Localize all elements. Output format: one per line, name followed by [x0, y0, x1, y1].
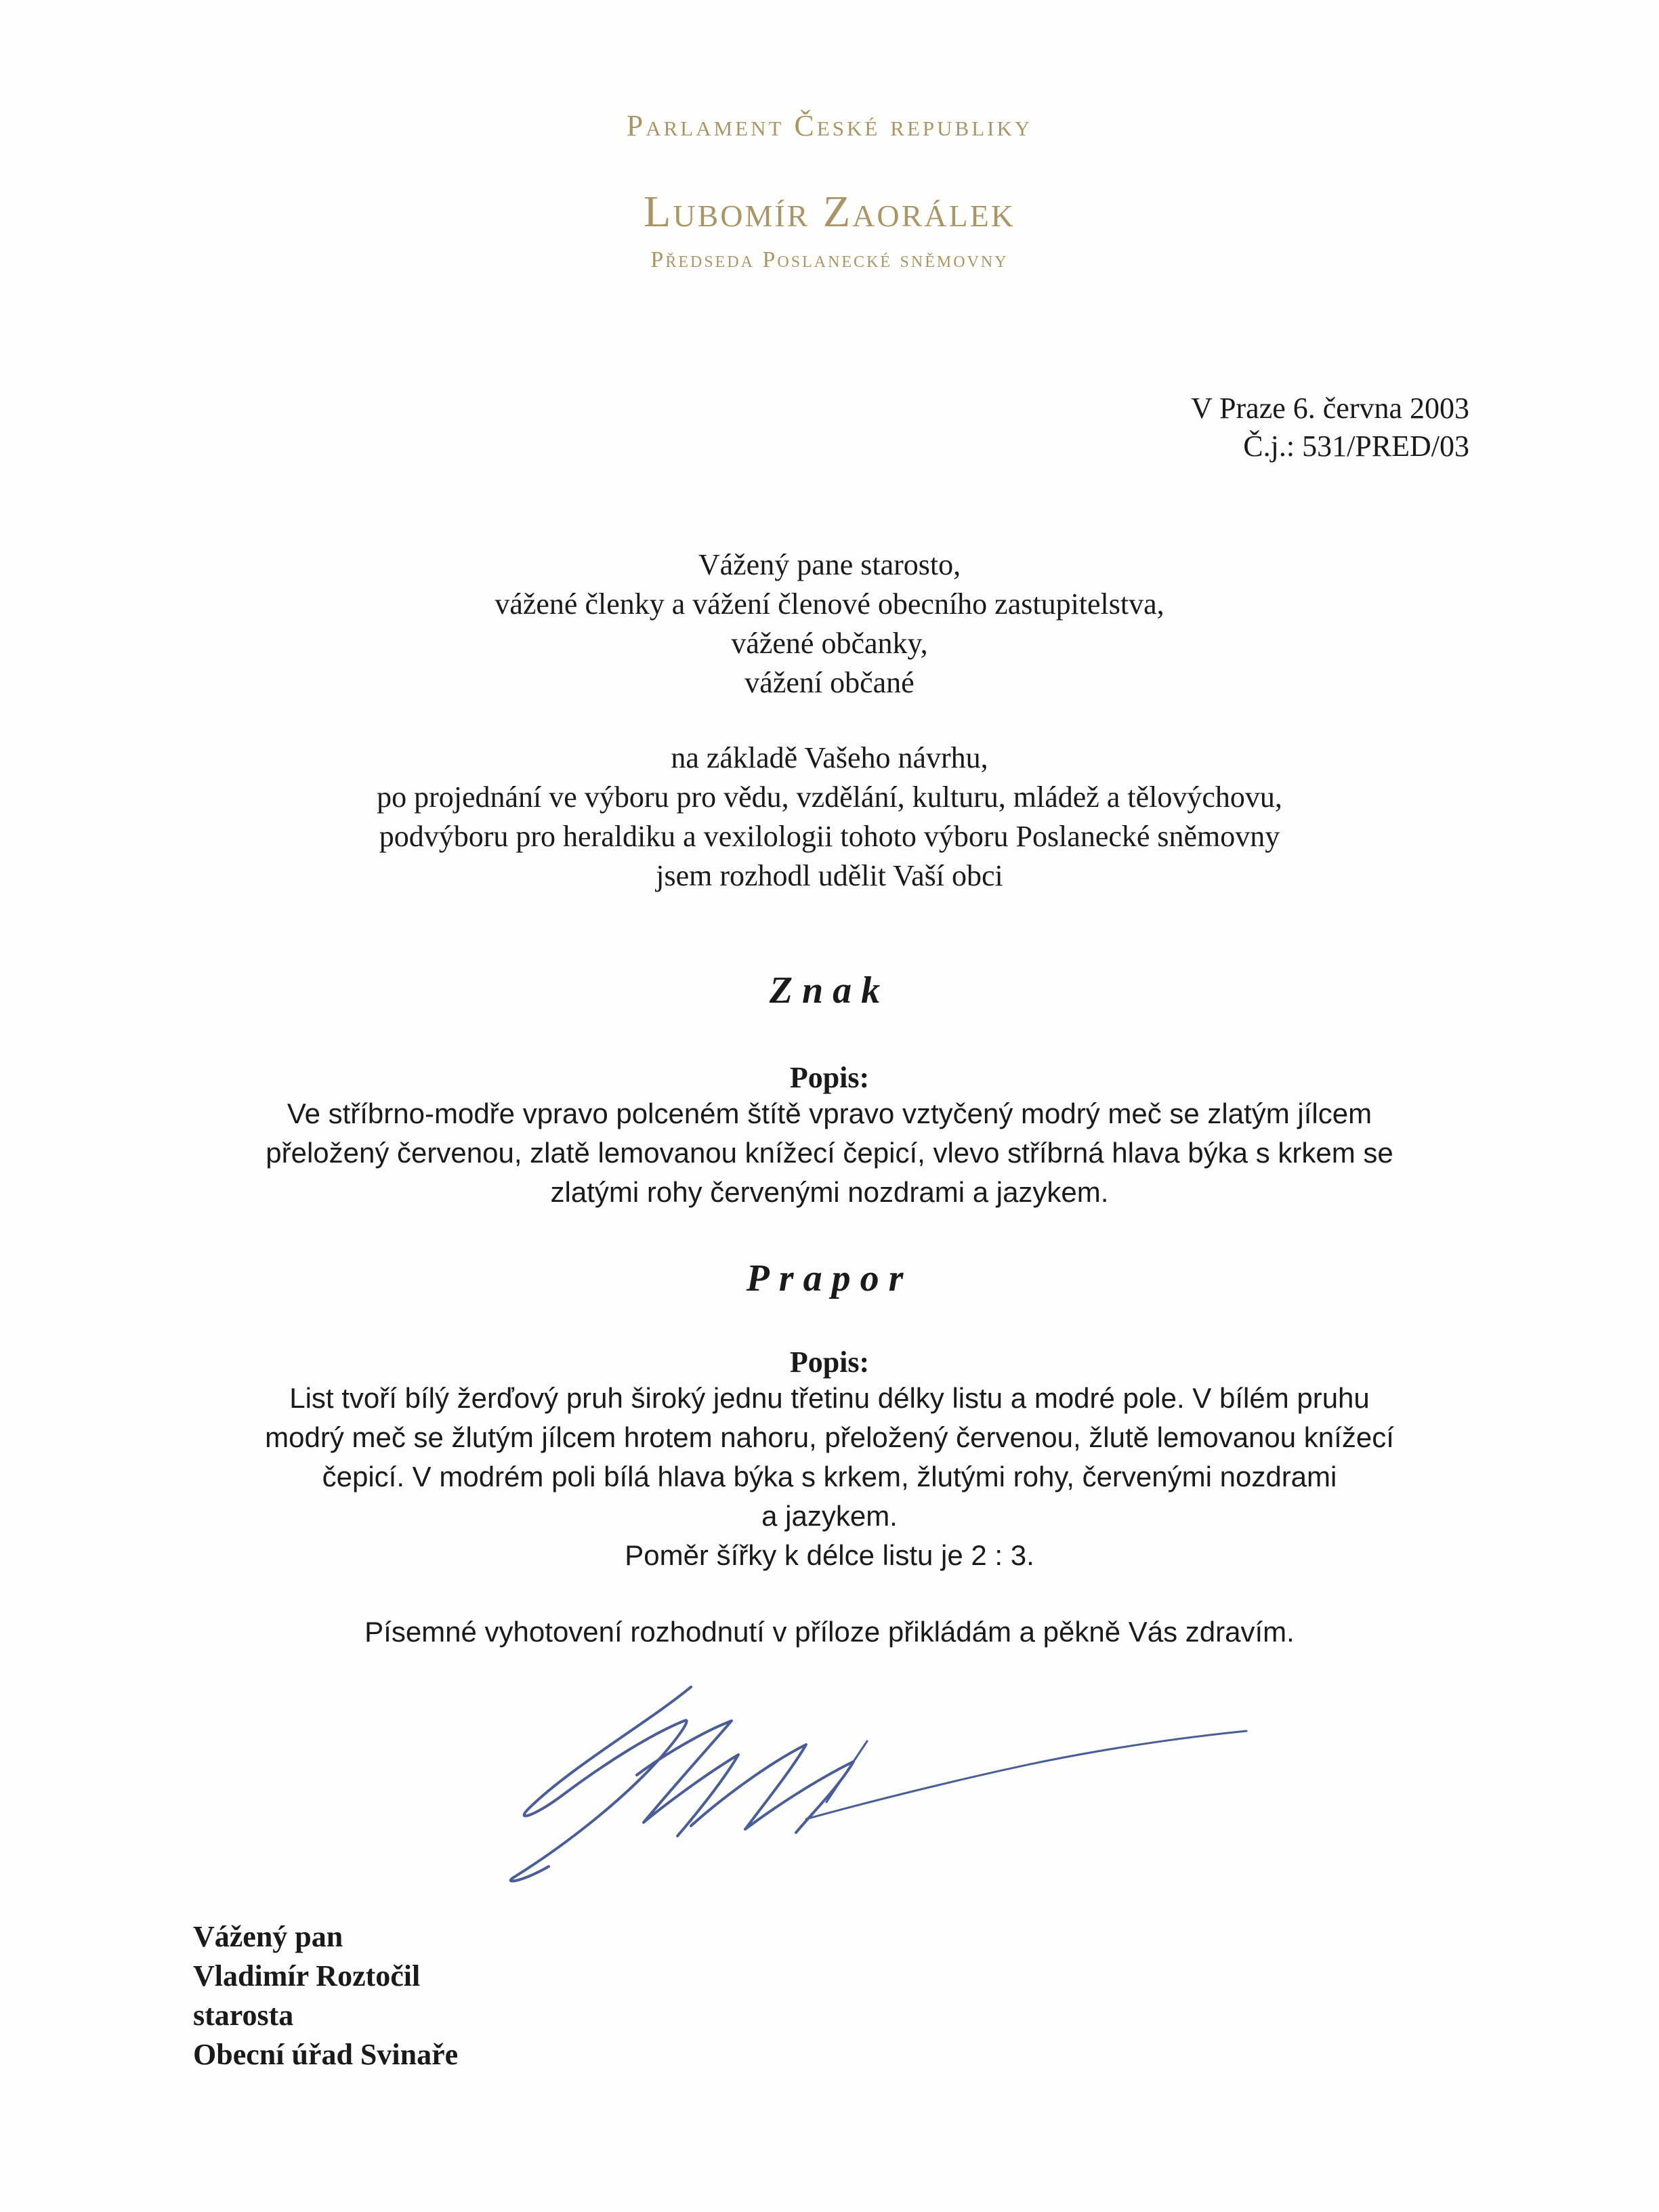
date-reference-block: [1191, 390, 1469, 465]
address-line: Vladimír Roztočil: [193, 1959, 421, 1992]
znak-description-line: přeložený červenou, zlatě lemovanou knížecí čepicí, vlevo stříbrná hlava býka s krkem se: [266, 1137, 1393, 1169]
prapor-description-label: Popis:: [789, 1345, 870, 1379]
closing-sentence: Písemné vyhotovení rozhodnutí v příloze přikládám a pěkně Vás zdravím.: [364, 1616, 1295, 1648]
section-title-prapor: Prapor: [746, 1257, 913, 1299]
greeting: [0, 545, 1659, 703]
znak-description-label: Popis:: [789, 1061, 870, 1094]
address-line: Vážený pan: [193, 1920, 343, 1953]
greeting-line: vážení občané: [744, 666, 915, 699]
intro-paragraph: [0, 738, 1659, 896]
greeting-line: vážené členky a vážení členové obecního zastupitelstva,: [495, 587, 1164, 621]
reference-number: Č.j.: 531/PRED/03: [1243, 430, 1469, 463]
recipient-address: [193, 1917, 458, 2074]
letterhead-role: Předseda Poslanecké sněmovny: [650, 247, 1009, 272]
letter-date: V Praze 6. června 2003: [1191, 392, 1469, 425]
letterhead-institution: Parlament České republiky: [626, 109, 1033, 142]
prapor-description-line: List tvoří bílý žerďový pruh široký jednu třetinu délky listu a modré pole. V bílém pruhu: [289, 1382, 1370, 1414]
prapor-description-line: modrý meč se žlutým jílcem hrotem nahoru, přeložený červenou, žlutě lemovanou knížecí: [265, 1421, 1394, 1453]
prapor-description: [0, 1379, 1659, 1575]
znak-description-line: Ve stříbrno-modře vpravo polceném štítě vpravo vztyčený modrý meč se zlatým jílcem: [287, 1098, 1372, 1129]
section-title-znak: Znak: [769, 969, 890, 1011]
handwritten-signature: [488, 1667, 1267, 1897]
znak-description-line: zlatými rohy červenými nozdrami a jazykem.: [550, 1176, 1109, 1208]
address-line: starosta: [193, 1999, 294, 2032]
intro-line: na základě Vašeho návrhu,: [671, 741, 988, 774]
intro-line: po projednání ve výboru pro vědu, vzdělání, kulturu, mládež a tělovýchovu,: [377, 780, 1282, 814]
intro-line: jsem rozhodl udělit Vaší obci: [656, 859, 1003, 892]
intro-line: podvýboru pro heraldiku a vexilologii tohoto výboru Poslanecké sněmovny: [379, 820, 1280, 853]
prapor-ratio-line: Poměr šířky k délce listu je 2 : 3.: [625, 1539, 1034, 1571]
letterhead-name: Lubomír Zaorálek: [644, 187, 1015, 236]
greeting-line: Vážený pane starosto,: [698, 548, 961, 581]
address-line: Obecní úřad Svinaře: [193, 2038, 459, 2071]
znak-description: [0, 1094, 1659, 1212]
prapor-description-line: a jazykem.: [761, 1500, 898, 1532]
greeting-line: vážené občanky,: [731, 627, 928, 660]
prapor-description-line: čepicí. V modrém poli bílá hlava býka s krkem, žlutými rohy, červenými nozdrami: [322, 1461, 1337, 1493]
